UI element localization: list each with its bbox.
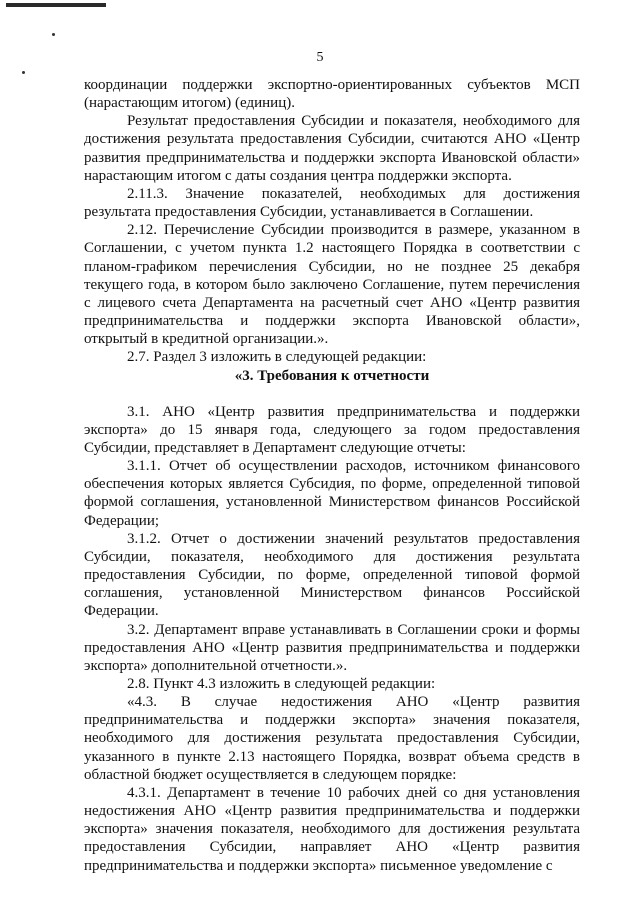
paragraph-3-2: 3.2. Департамент вправе устанавливать в Соглашении сроки и формы предоставления АНО «Центр развития предпринимательства и поддержки экспорта» дополнительной отчетности.». [84, 621, 580, 674]
paragraph-continuation: координации поддержки экспортно-ориентированных субъектов МСП (нарастающим итогом) (единиц). [84, 77, 580, 112]
scan-artifact-bar [6, 3, 106, 7]
paragraph-2-12: 2.12. Перечисление Субсидии производится в размере, указанном в Соглашении, с учетом пункта 1.2 настоящего Порядка в соответствии с планом-графиком перечисления Субсидии, но не позднее 25 декабря текущего года, в котором было заключено Соглашение, путем перечисления с лицевого счета Департамента на расчетный счет АНО «Центр развития предпринимательства и поддержки экспорта Ивановской области», открытый в кредитной организации.». [84, 222, 580, 348]
paragraph-2-7: 2.7. Раздел 3 изложить в следующей редакции: [127, 349, 427, 366]
scan-artifact-dot [22, 71, 25, 74]
scan-artifact-dot [52, 33, 55, 36]
section-heading: «3. Требования к отчетности [234, 367, 430, 384]
paragraph-2-11-3: 2.11.3. Значение показателей, необходимых для достижения результата предоставления Субсидии, устанавливается в Соглашении. [84, 185, 580, 221]
paragraph-2-8: 2.8. Пункт 4.3 изложить в следующей редакции: [127, 676, 436, 692]
paragraph-4-3: «4.3. В случае недостижения АНО «Центр развития предпринимательства и поддержки экспорта» значения показателя, необходимого для достижения результата предоставления Субсидии, указанного в пункте 2.13 настоящего Порядка, возврат объема средств в областной бюджет осуществляется в следующем порядке: [84, 694, 580, 783]
paragraph-subsidy-result: Результат предоставления Субсидии и показателя, необходимого для достижения результата предоставления Субсидии, считаются АНО «Центр развития предпринимательства и поддержки экспорта Ивановской области» нарастающим итогом с даты создания центра поддержки экспорта. [84, 113, 580, 184]
paragraph-3-1-2: 3.1.2. Отчет о достижении значений результатов предоставления Субсидии, показателя, необходимого для достижения результата предоставления Субсидии, по форме, определенной типовой формой соглашения, установленной Министерством финансов Российской Федерации. [84, 530, 580, 620]
document-body [84, 76, 580, 875]
paragraph-4-3-1: 4.3.1. Департамент в течение 10 рабочих дней со дня установления недостижения АНО «Центр развития предпринимательства и поддержки экспорта» значения показателя, необходимого для достижения результата предоставления Субсидии, направляет АНО «Центр развития предпринимательства и поддержки экспорта» письменное уведомление с [84, 784, 580, 874]
page-number: 5 [316, 50, 324, 65]
paragraph-3-1: 3.1. АНО «Центр развития предпринимательства и поддержки экспорта» до 15 января года, следующего за годом предоставления Субсидии, представляет в Департамент следующие отчеты: [84, 403, 580, 456]
paragraph-3-1-1: 3.1.1. Отчет об осуществлении расходов, источником финансового обеспечения которых является Субсидия, по форме, определенной типовой формой соглашения, установленной Министерством финансов Российской Федерации; [84, 458, 580, 529]
